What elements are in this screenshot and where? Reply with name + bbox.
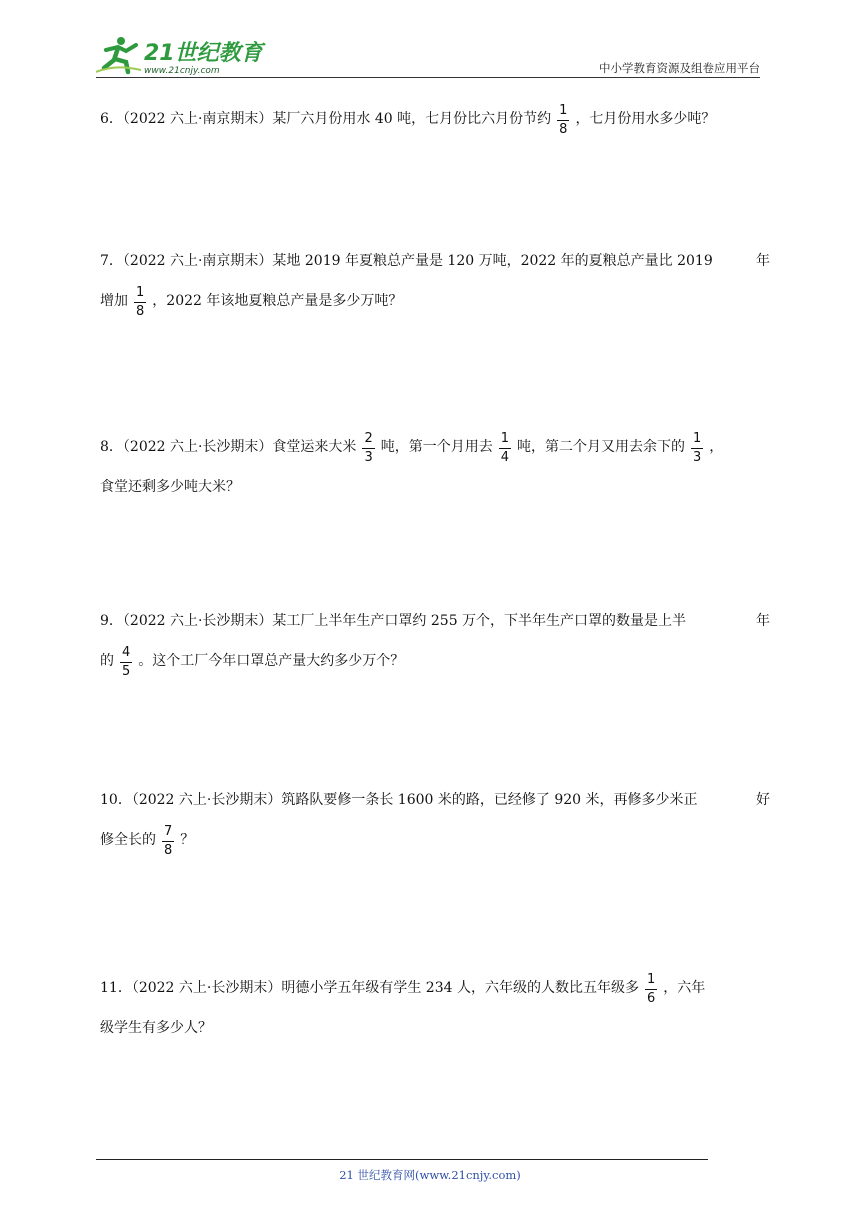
fraction-denominator: 5 (122, 663, 131, 679)
fraction-numerator: 1 (646, 971, 656, 987)
fraction-bar (645, 989, 657, 990)
fraction (645, 973, 657, 1006)
fraction-denominator: 3 (693, 449, 702, 465)
question-text: 年 (756, 613, 770, 629)
fraction-denominator: 6 (646, 990, 656, 1006)
question-text: 11．（2022 六上·长沙期末）明德小学五年级有学生 234 人，六年级的人数比五年级多 (100, 980, 639, 996)
fraction-numerator: 2 (364, 430, 373, 446)
fraction-denominator: 8 (136, 303, 145, 319)
question-7 (100, 241, 770, 321)
question-text: 修全长的 (100, 832, 156, 848)
question-text: 7．（2022 六上·南京期末）某地 2019 年夏粮总产量是 120 万吨，2022 年的夏粮总产量比 2019 (100, 253, 713, 269)
question-text: 增加 (100, 293, 128, 309)
question-text: 8．（2022 六上·长沙期末）食堂运来大米 (100, 439, 357, 455)
page-header (96, 34, 760, 78)
question-9 (100, 601, 770, 681)
fraction-bar (557, 120, 569, 121)
question-text: 9．（2022 六上·长沙期末）某工厂上半年生产口罩约 255 万个，下半年生产口罩的数量是上半 (100, 613, 687, 629)
fraction-bar (162, 841, 174, 842)
fraction-denominator: 8 (164, 842, 173, 858)
header-platform-text: 中小学教育资源及组卷应用平台 (599, 61, 760, 75)
fraction-bar (134, 302, 146, 303)
question-8 (100, 427, 770, 507)
fraction-bar (691, 448, 703, 449)
fraction-numerator: 1 (693, 430, 702, 446)
question-text: 10．（2022 六上·长沙期末）筑路队要修一条长 1600 米的路，已经修了 920 米，再修多少米正 (100, 792, 698, 808)
question-text: 6．（2022 六上·南京期末）某厂六月份用水 40 吨，七月份比六月份节约 (100, 111, 552, 127)
footer-link[interactable]: 21 世纪教育网(www.21cnjy.com) (339, 1168, 521, 1182)
logo-url-text: www.21cnjy.com (144, 66, 220, 76)
fraction (691, 432, 703, 465)
fraction-denominator: 8 (559, 121, 568, 137)
fraction (362, 432, 374, 465)
question-text: 吨，第一个月用去 (380, 439, 493, 455)
header-divider (96, 77, 760, 78)
runner-logo-icon (96, 34, 266, 76)
fraction-bar (499, 448, 511, 449)
fraction-denominator: 3 (364, 449, 373, 465)
question-11 (100, 968, 770, 1048)
question-text: ，七月份用水多少吨？ (575, 111, 716, 127)
fraction-numerator: 1 (559, 102, 568, 118)
logo-text: 21世纪教育 (144, 41, 263, 66)
fraction (499, 432, 511, 465)
fraction-numerator: 7 (164, 823, 173, 839)
fraction-denominator: 4 (500, 449, 509, 465)
question-text: 年 (756, 253, 770, 269)
question-text: ，2022 年该地夏粮总产量是多少万吨？ (152, 293, 403, 309)
fraction-numerator: 1 (500, 430, 509, 446)
question-6 (100, 99, 770, 139)
question-text: 好 (756, 792, 770, 808)
question-text: ， (709, 439, 724, 455)
fraction-bar (362, 448, 374, 449)
question-text: 。这个工厂今年口罩总产量大约多少万个？ (138, 653, 405, 669)
question-text: ？ (180, 832, 195, 848)
footer-divider (96, 1159, 708, 1160)
fraction (120, 646, 132, 679)
fraction-numerator: 4 (122, 644, 131, 660)
question-text: 级学生有多少人？ (100, 1020, 212, 1036)
fraction-bar (120, 662, 132, 663)
question-text: ，六年 (663, 980, 706, 996)
fraction (162, 825, 174, 858)
fraction (134, 286, 146, 319)
question-10 (100, 780, 770, 860)
question-text: 的 (100, 653, 114, 669)
fraction (557, 104, 569, 137)
question-text: 吨，第二个月又用去余下的 (517, 439, 685, 455)
fraction-numerator: 1 (136, 284, 145, 300)
site-logo (96, 34, 266, 76)
question-text: 食堂还剩多少吨大米？ (100, 479, 240, 495)
